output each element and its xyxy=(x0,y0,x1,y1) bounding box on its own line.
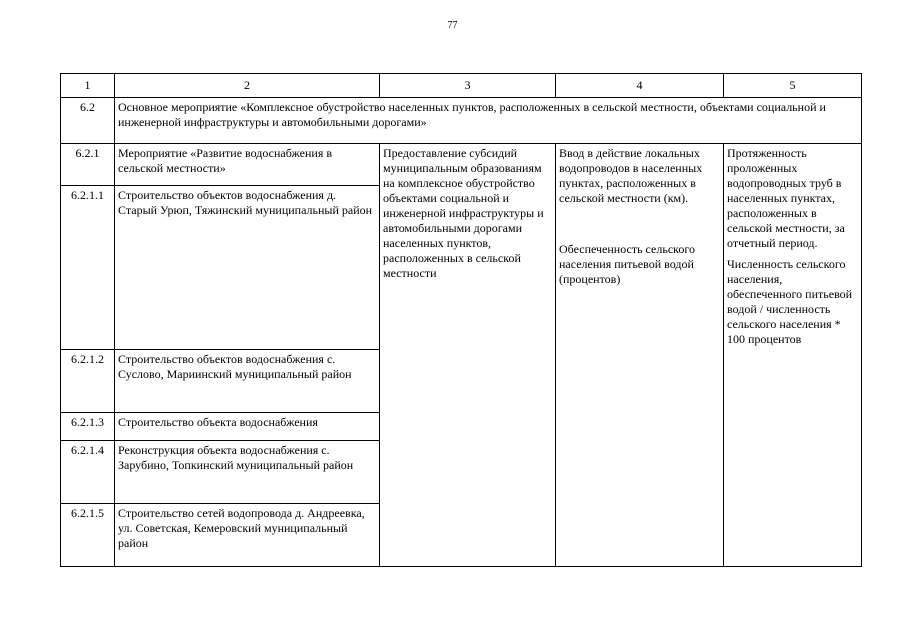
formula-text-a: Протяженность проложенных водопроводных труб в населенных пунктах, расположенных в сельской местности, за отчетный период. xyxy=(727,146,845,250)
row-number: 6.2.1.1 xyxy=(61,186,115,350)
indicator-text-b: Обеспеченность сельского населения питьевой водой (процентов) xyxy=(559,242,695,286)
table-row xyxy=(61,144,862,186)
program-table xyxy=(60,73,862,567)
event-measure-cell xyxy=(380,144,556,567)
row-name: Реконструкция объекта водоснабжения с. Зарубино, Топкинский муниципальный район xyxy=(115,441,380,504)
event-name: Мероприятие «Развитие водоснабжения в сельской местности» xyxy=(115,144,380,186)
indicator-text-a: Ввод в действие локальных водопроводов в населенных пунктах, расположенных в сельской местности (км). xyxy=(559,146,703,205)
section-row xyxy=(61,98,862,144)
row-name: Строительство объектов водоснабжения с. Суслово, Мариинский муниципальный район xyxy=(115,350,380,413)
section-text: Основное мероприятие «Комплексное обустройство населенных пунктов, расположенных в сельской местности, объектами социальной и инженерной инфраструктуры и автомобильными дорогами» xyxy=(115,98,862,144)
header-cell-1: 1 xyxy=(61,74,115,98)
header-cell-3: 3 xyxy=(380,74,556,98)
header-cell-2: 2 xyxy=(115,74,380,98)
header-cell-4: 4 xyxy=(556,74,724,98)
event-measure-text: Предоставление субсидий муниципальным образованиям на комплексное обустройство объектами социальной и инженерной инфраструктуры и автомобильными дорогами населенных пунктов, расположенных в сельской местности xyxy=(383,146,544,280)
row-number: 6.2.1.5 xyxy=(61,504,115,567)
event-indicator-cell xyxy=(556,144,724,567)
header-row xyxy=(61,74,862,98)
row-name: Строительство объектов водоснабжения д. Старый Урюп, Тяжинский муниципальный район xyxy=(115,186,380,350)
formula-text-b: Численность сельского населения, обеспеченного питьевой водой / численность сельского населения * 100 процентов xyxy=(727,257,853,346)
event-formula-cell xyxy=(724,144,862,567)
page-number: 77 xyxy=(447,20,458,31)
event-number: 6.2.1 xyxy=(61,144,115,186)
row-name: Строительство сетей водопровода д. Андреевка, ул. Советская, Кемеровский муниципальный район xyxy=(115,504,380,567)
row-number: 6.2.1.4 xyxy=(61,441,115,504)
section-number: 6.2 xyxy=(61,98,115,144)
row-number: 6.2.1.2 xyxy=(61,350,115,413)
row-name: Строительство объекта водоснабжения xyxy=(115,413,380,441)
header-cell-5: 5 xyxy=(724,74,862,98)
row-number: 6.2.1.3 xyxy=(61,413,115,441)
